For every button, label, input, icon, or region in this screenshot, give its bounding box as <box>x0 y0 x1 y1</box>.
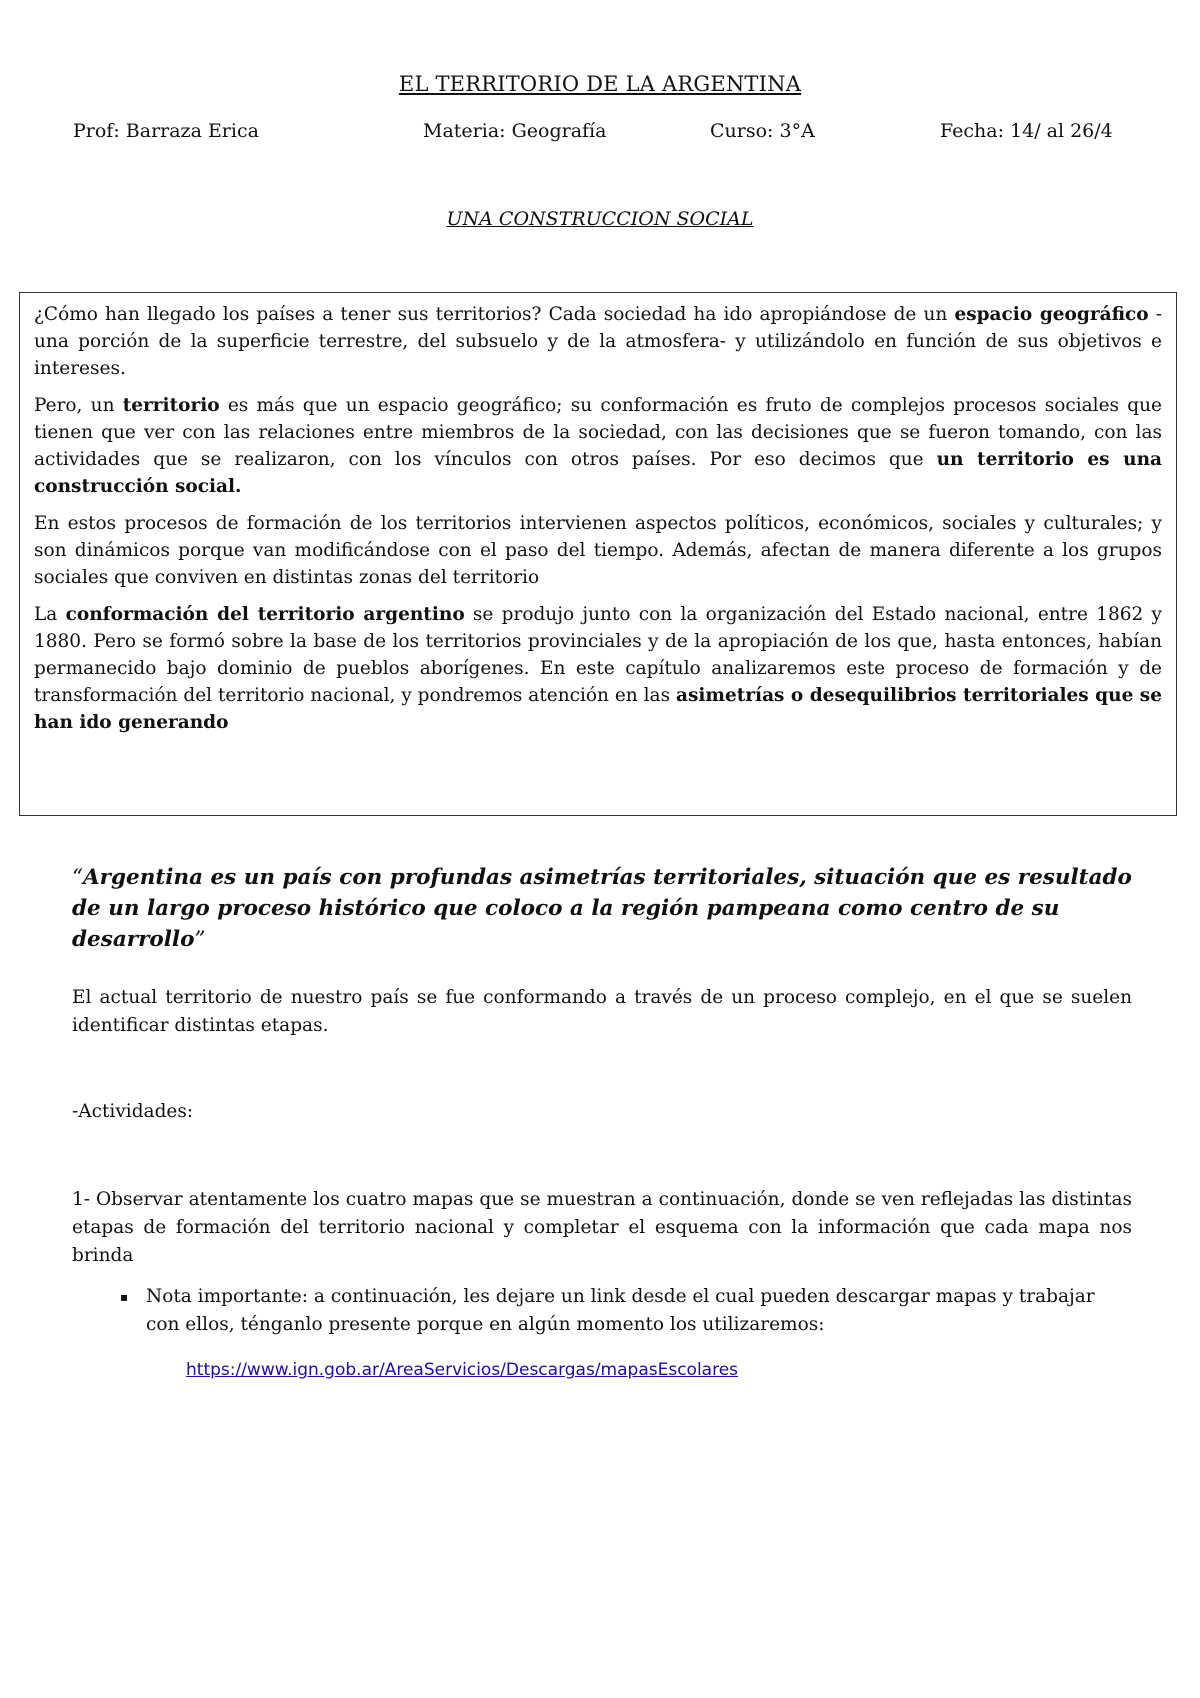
term-conformacion-territorio: conformación del territorio argentino <box>65 604 465 625</box>
intro-text-box <box>19 292 1177 816</box>
document-title: EL TERRITORIO DE LA ARGENTINA <box>398 72 802 96</box>
box-paragraph-4: La conformación del territorio argentino se produjo junto con la organización del Estado nacional, entre 1862 y 1880. Pero se formó sobre la base de los territorios provinciales y de la apropiación de los que, hasta entonces, habían permanecido bajo dominio de pueblos aborígenes. En este capítulo analizaremos este proceso de formación y de transformación del territorio nacional, y pondremos atención en las asimetrías o desequilibrios territoriales que se han ido generando <box>34 604 1162 733</box>
square-bullet-icon: ▪ <box>120 1290 129 1304</box>
activities-heading: -Actividades: <box>72 1101 194 1122</box>
term-construccion-social: un territorio es una construcción social. <box>34 449 1163 497</box>
intro-paragraph: El actual territorio de nuestro país se fue conformando a través de un proceso complejo, en el que se suelen identificar distintas etapas. <box>72 987 1132 1036</box>
section-subtitle: UNA CONSTRUCCION SOCIAL <box>446 208 754 230</box>
note-text: Nota importante: a continuación, les dejare un link desde el cual pueden descargar mapas y trabajar con ellos, ténganlo presente porque en algún momento los utilizaremos: <box>146 1286 1095 1335</box>
term-territorio: territorio <box>122 395 220 416</box>
subject: Materia: Geografía <box>423 120 607 142</box>
term-espacio-geografico: espacio geográfico <box>954 304 1149 325</box>
box-paragraph-1: ¿Cómo han llegado los países a tener sus territorios? Cada sociedad ha ido apropiándose de un espacio geográfico - una porción de la superficie terrestre, del subsuelo y de la atmosfera- y utilizándolo en función de sus objetivos e intereses. <box>34 304 1162 379</box>
quote-text: Argentina es un país con profundas asimetrías territoriales, situación que es resultado de un largo proceso histórico que coloco a la región pampeana como centro de su desarrollo <box>72 865 1132 952</box>
box-paragraph-2: Pero, un territorio es más que un espacio geográfico; su conformación es fruto de complejos procesos sociales que tienen que ver con las relaciones entre miembros de la sociedad, con las decisiones que se fueron tomando, con las actividades que se realizaron, con los vínculos con otros países. Por eso decimos que un territorio es una construcción social. <box>34 395 1163 497</box>
teacher-name: Prof: Barraza Erica <box>73 120 259 142</box>
quote-block: “Argentina es un país con profundas asimetrías territoriales, situación que es resultado de un largo proceso histórico que coloco a la región pampeana como centro de su desarrollo” <box>72 865 1132 952</box>
maps-download-link[interactable]: https://www.ign.gob.ar/AreaServicios/Descargas/mapasEscolares <box>186 1360 739 1380</box>
box-paragraph-3: En estos procesos de formación de los territorios intervienen aspectos políticos, económicos, sociales y culturales; y son dinámicos porque van modificándose con el paso del tiempo. Además, afectan de manera diferente a los grupos sociales que conviven en distintas zonas del territorio <box>34 513 1162 588</box>
activity-item-1: 1- Observar atentamente los cuatro mapas que se muestran a continuación, donde se ven reflejadas las distintas etapas de formación del territorio nacional y completar el esquema con la información que cada mapa nos brinda <box>72 1189 1132 1266</box>
course: Curso: 3°A <box>710 120 815 142</box>
term-asimetrias: asimetrías o desequilibrios territoriales que se han ido generando <box>34 685 1162 733</box>
date-range: Fecha: 14/ al 26/4 <box>940 120 1113 142</box>
